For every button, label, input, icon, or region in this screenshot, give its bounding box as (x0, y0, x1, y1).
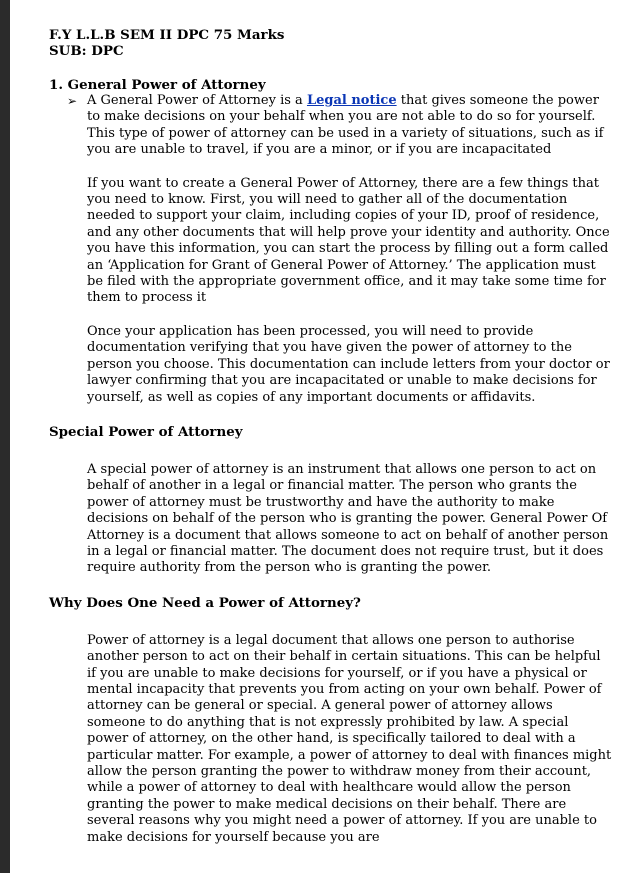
page-edge-bar (0, 0, 10, 873)
paragraph-general-poa-3: Once your application has been processed, you will need to provide documentation verifying that you have given the power of attorney to the person you choose. This documentation can include letters from your doctor or lawyer confirming that you are incapacitated or unable to make decisions for yourself, as well as copies of any important documents or affidavits. (87, 323, 610, 405)
paragraph-general-poa-2: If you want to create a General Power of Attorney, there are a few things that you need to know. First, you will need to gather all of the documentation needed to support your claim, including copies of your ID, proof of residence, and any other documents that will help prove your identity and authority. Once you have this information, you can start the process by filling out a form called an ‘Application for Grant of General Power of Attorney.’ The application must be filed with the appropriate government office, and it may take some time for them to process it (87, 175, 610, 306)
section-title-general-poa: 1. General Power of Attorney (49, 77, 266, 93)
paragraph-general-poa-1 (87, 93, 612, 159)
paragraph-text: that gives someone the power to make decisions on your behalf when you are not able to do so for yourself. This type of power of attorney can be used in a variety of situations, such as if you are unable to travel, if you are a minor, or if you are incapacitated (87, 93, 604, 158)
paragraph-text: A General Power of Attorney is a (87, 93, 307, 108)
arrow-bullet-icon: ➢ (67, 94, 78, 108)
legal-notice-link[interactable]: Legal notice (306, 93, 397, 108)
document-page (49, 27, 619, 846)
section-title-why-poa: Why Does One Need a Power of Attorney? (49, 594, 361, 611)
header-subject-line: SUB: DPC (49, 43, 124, 59)
spacer (49, 440, 619, 462)
bullet-general-poa (49, 93, 619, 159)
paragraph-why-poa: Power of attorney is a legal document that allows one person to authorise another person to act on their behalf in certain situations. This can be helpful if you are unable to make decisions for yourself, or if you have a physical or mental incapacity that prevents you from acting on your own behalf. Power of attorney can be general or special. A general power of attorney allows someone to do anything that is not expressly prohibited by law. A special power of attorney, on the other hand, is specifically tailored to deal with a particular matter. For example, a power of attorney to deal with finances might allow the person granting the power to withdraw money from their account, while a power of attorney to deal with healthcare would allow the person granting the power to make medical decisions on their behalf. There are several reasons why you might need a power of attorney. If you are unable to make decisions for yourself because you are (87, 632, 612, 845)
spacer (49, 611, 619, 633)
header-course-line: F.Y L.L.B SEM II DPC 75 Marks (49, 27, 285, 43)
section-title-special-poa: Special Power of Attorney (49, 423, 243, 440)
spacer (49, 159, 619, 176)
spacer (49, 307, 619, 324)
paragraph-special-poa: A special power of attorney is an instrument that allows one person to act on behalf of another in a legal or financial matter. The person who grants the power of attorney must be trustworthy and have the authority to make decisions on behalf of the person who is granting the power. General Power Of Attorney is a document that allows someone to act on behalf of another person in a legal or financial matter. The document does not require trust, but it does require authority from the person who is granting the power. (87, 461, 609, 576)
